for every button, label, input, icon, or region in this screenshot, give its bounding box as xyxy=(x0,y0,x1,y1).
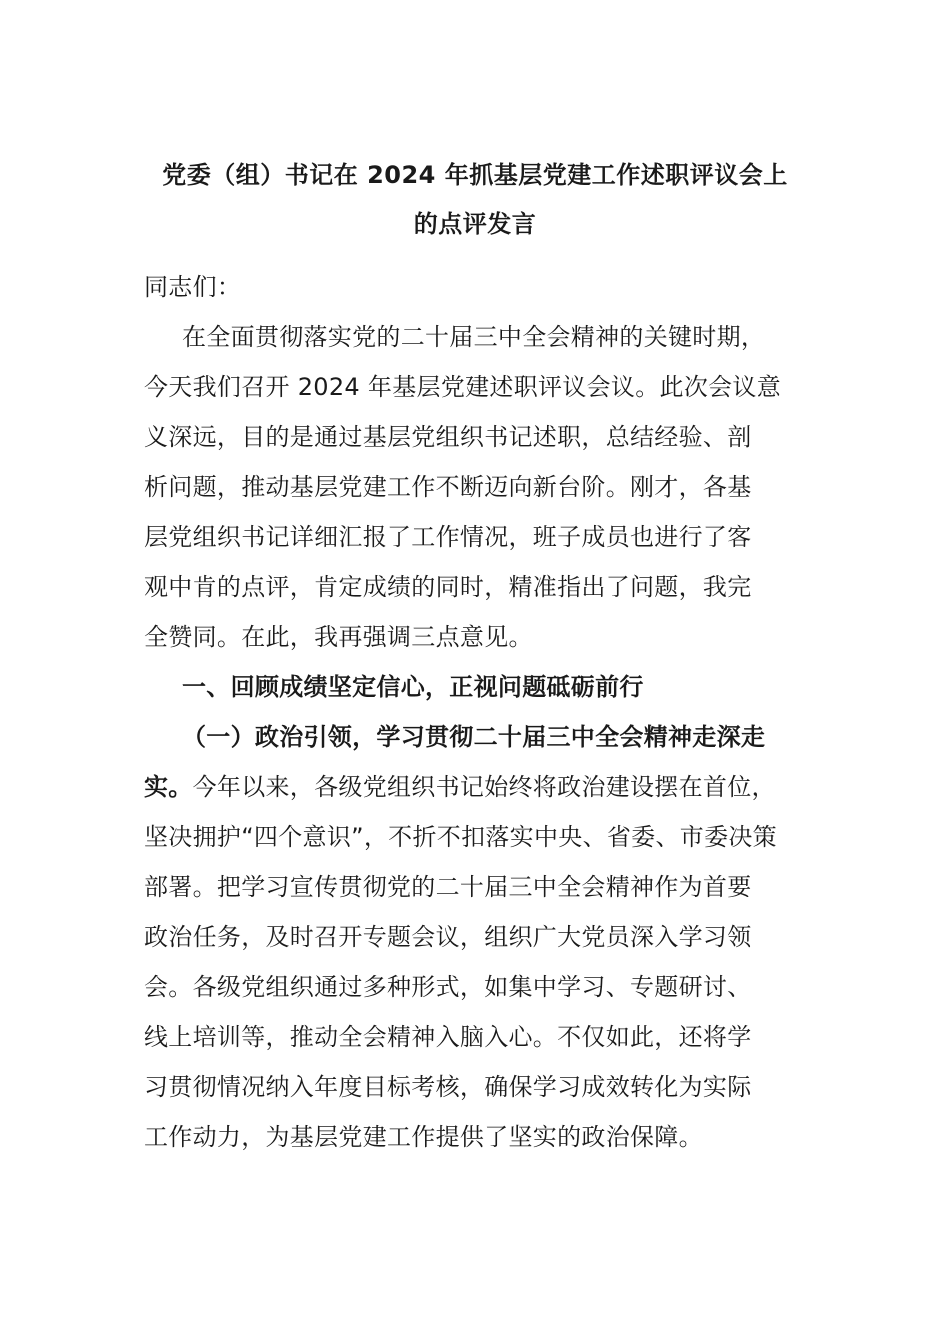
paragraph-line: 析问题，推动基层党建工作不断迈向新台阶。刚才，各基 xyxy=(144,473,752,501)
paragraph-line: 全赞同。在此，我再强调三点意见。 xyxy=(144,623,533,651)
title-line-2: 的点评发言 xyxy=(413,210,537,238)
paragraph-line: 在全面贯彻落实党的二十届三中全会精神的关键时期， xyxy=(182,323,766,351)
paragraph-line: 坚决拥护“四个意识”，不折不扣落实中央、省委、市委决策 xyxy=(144,823,777,851)
paragraph-line: 观中肯的点评，肯定成绩的同时，精准指出了问题，我完 xyxy=(144,573,752,601)
title-line-1: 党委（组）书记在 2024 年抓基层党建工作述职评议会上 xyxy=(162,161,788,189)
paragraph-line: 政治任务，及时召开专题会议，组织广大党员深入学习领 xyxy=(144,923,752,951)
subsection-heading: （一）政治引领，学习贯彻二十届三中全会精神走深走 xyxy=(182,723,766,751)
paragraph-intro xyxy=(144,312,834,662)
document-title xyxy=(140,151,810,249)
subsection-1 xyxy=(144,712,834,1162)
section-heading-1: 一、回顾成绩坚定信心，正视问题砥砺前行 xyxy=(182,673,644,701)
document-body xyxy=(144,262,834,1162)
paragraph-line: 线上培训等，推动全会精神入脑入心。不仅如此，还将学 xyxy=(144,1023,752,1051)
paragraph-line: 今天我们召开 2024 年基层党建述职评议会议。此次会议意 xyxy=(144,373,782,401)
paragraph-line: 今年以来，各级党组织书记始终将政治建设摆在首位， xyxy=(192,773,776,801)
paragraph-line: 会。各级党组织通过多种形式，如集中学习、专题研讨、 xyxy=(144,973,752,1001)
subsection-heading-end: 实。 xyxy=(144,773,193,801)
paragraph-line: 习贯彻情况纳入年度目标考核，确保学习成效转化为实际 xyxy=(144,1073,752,1101)
paragraph-line: 义深远，目的是通过基层党组织书记述职，总结经验、剖 xyxy=(144,423,752,451)
paragraph-line: 部署。把学习宣传贯彻党的二十届三中全会精神作为首要 xyxy=(144,873,752,901)
paragraph-line: 工作动力，为基层党建工作提供了坚实的政治保障。 xyxy=(144,1123,703,1151)
paragraph-line: 层党组织书记详细汇报了工作情况，班子成员也进行了客 xyxy=(144,523,752,551)
salutation: 同志们： xyxy=(144,273,242,301)
